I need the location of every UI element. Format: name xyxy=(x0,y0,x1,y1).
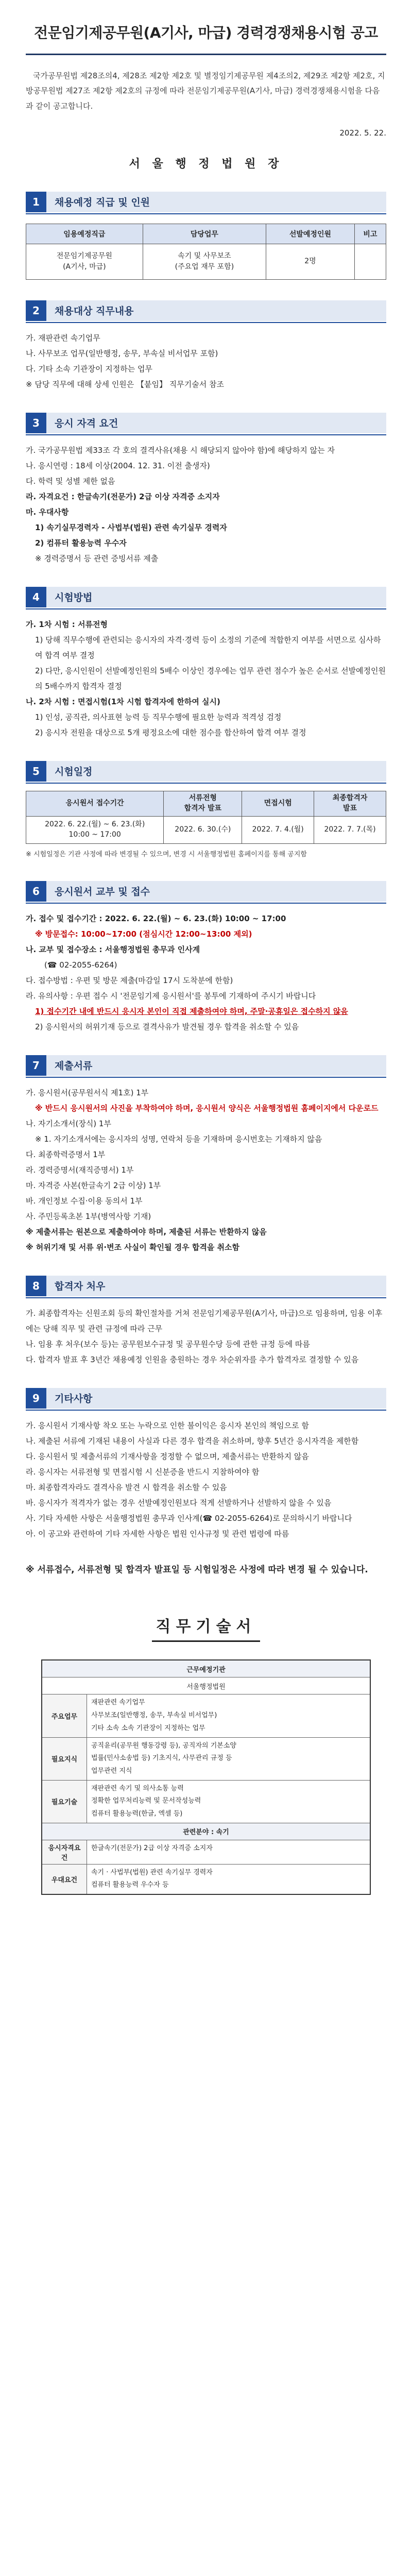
list-item: 아. 이 공고와 관련하여 기타 자세한 사항은 법원 인사규정 및 관련 법령에 따름 xyxy=(26,1529,289,1538)
list-item: 법률(민사소송법 등) 기초지식, 사무관리 규정 등 xyxy=(91,1754,232,1762)
section-title: 제출서류 xyxy=(55,1060,93,1072)
list-item: 바. 응시자가 적격자가 없는 경우 선발예정인원보다 적게 선발하거나 선발하지 않을 수 있음 xyxy=(26,1498,332,1507)
table-header-row xyxy=(26,224,386,244)
table-row xyxy=(26,244,386,279)
table-cell: 2명 xyxy=(266,244,355,279)
qualification-list xyxy=(26,443,386,566)
list-item: 정확한 업무처리능력 및 문서작성능력 xyxy=(91,1797,201,1805)
list-item: ※ 제출서류는 원본으로 제출하여야 하며, 제출된 서류는 반환하지 않음 xyxy=(26,1227,267,1236)
section-number: 5 xyxy=(26,761,46,782)
section-title: 응시원서 교부 및 접수 xyxy=(55,886,150,898)
section-title: 합격자 처우 xyxy=(55,1281,106,1293)
section-title: 응시 자격 요건 xyxy=(55,418,118,430)
section-header-exam-method xyxy=(26,587,386,607)
job-description-title: 직무기술서 xyxy=(156,1618,256,1636)
list-item: 가. 1차 시험 : 서류전형 xyxy=(26,619,108,629)
notice-date: 2022. 5. 22. xyxy=(339,128,386,138)
row-label-main-duties: 주요업무 xyxy=(42,1694,87,1737)
job-description-table xyxy=(41,1659,371,1895)
list-item: 가. 접수 및 접수기간 : 2022. 6. 22.(월) ~ 6. 23.(화) 10:00 ~ 17:00 xyxy=(26,913,286,923)
list-item: 나. 응시연령 : 18세 이상(2004. 12. 31. 이전 출생자) xyxy=(26,461,210,470)
row-label-skills: 필요기술 xyxy=(42,1780,87,1823)
list-item: 컴퓨터 활용능력(한글, 엑셀 등) xyxy=(91,1809,183,1818)
list-item: 다. 응시원서 및 제출서류의 기재사항을 정정할 수 없으며, 제출서류는 반환하지 않음 xyxy=(26,1451,309,1461)
list-item: 나. 사무보조 업무(일반행정, 송무, 부속실 비서업무 포함) xyxy=(26,348,218,358)
list-item: 한글속기(전문가) 2급 이상 자격증 소지자 xyxy=(91,1844,213,1852)
list-item: ※ 반드시 응시원서의 사진을 부착하여야 하며, 응시원서 양식은 서울행정법원 홈페이지에서 다운로드 xyxy=(35,1103,379,1113)
final-notice: ※ 서류접수, 서류전형 및 합격자 발표일 등 시험일정은 사정에 따라 변경 될 수 있습니다. xyxy=(26,1564,368,1575)
list-item: 사무보조(일반행정, 송무, 부속실 비서업무) xyxy=(91,1711,217,1720)
list-item: 나. 교부 및 접수장소 : 서울행정법원 총무과 인사계 xyxy=(26,944,200,954)
list-item: 다. 학력 및 성별 제한 없음 xyxy=(26,476,115,486)
list-item: 나. 자기소개서(장식) 1부 xyxy=(26,1118,111,1128)
list-item: ※ 1. 자기소개서에는 응시자의 성명, 연락처 등을 기재하며 응시번호는 기재하지 않음 xyxy=(35,1134,322,1144)
section-header-qualification xyxy=(26,413,386,433)
title-divider xyxy=(26,54,386,55)
list-item: 재판관련 속기 및 의사소통 능력 xyxy=(91,1784,184,1792)
table-cell: 전문임기제공무원 (A기사, 마급) xyxy=(26,244,143,279)
list-item: 가. 응시원서(공무원서식 제1호) 1부 xyxy=(26,1088,149,1097)
list-item: 속기 · 사법부(법원) 관련 속기실무 경력자 xyxy=(91,1868,213,1876)
list-item: (☎ 02-2055-6264) xyxy=(44,960,117,970)
list-item: 가. 응시원서 기재사항 착오 또는 누락으로 인한 불이익은 응시자 본인의 책임으로 함 xyxy=(26,1420,309,1430)
section-number: 4 xyxy=(26,587,46,607)
skills-cell xyxy=(87,1780,371,1823)
list-item: 2) 응시자 전원을 대상으로 5개 평정요소에 대한 점수를 합산하여 합격 여부 결정 xyxy=(35,727,306,737)
section-header-duties xyxy=(26,300,386,321)
table-row xyxy=(26,816,386,843)
table-header: 면접시험 xyxy=(242,791,314,816)
section-number: 9 xyxy=(26,1388,46,1409)
list-item: 나. 임용 후 처우(보수 등)는 공무원보수규정 및 공무원수당 등에 관한 규정 등에 따름 xyxy=(26,1339,310,1349)
table-cell: 2022. 7. 4.(월) xyxy=(242,816,314,843)
list-item: 2) 다만, 응시인원이 선발예정인원의 5배수 이상인 경우에는 업무 관련 점수가 높은 순서로 선발예정인원의 5배수까지 합격자 결정 xyxy=(35,666,386,691)
section-title: 시험일정 xyxy=(55,766,93,778)
list-item: 라. 경력증명서(재직증명서) 1부 xyxy=(26,1165,134,1175)
list-item: 2) 응시원서의 허위기재 등으로 결격사유가 발견될 경우 합격을 취소할 수 있음 xyxy=(35,1022,299,1031)
section-title: 시험방법 xyxy=(55,592,93,604)
list-item: 공직윤리(공무원 행동강령 등), 공직자의 기본소양 xyxy=(91,1741,236,1750)
schedule-table xyxy=(26,791,386,844)
section-header-documents xyxy=(26,1055,386,1076)
section-title: 기타사항 xyxy=(55,1393,93,1405)
section-header-application xyxy=(26,881,386,902)
preferred-cell xyxy=(87,1864,371,1894)
table-cell: 2022. 6. 22.(월) ~ 6. 23.(화) 10:00 ~ 17:00 xyxy=(26,816,164,843)
table-header: 최종합격자 발표 xyxy=(314,791,386,816)
section-title: 채용대상 직무내용 xyxy=(55,306,134,317)
section-number: 1 xyxy=(26,192,46,212)
row-label-qualification: 응시자격요건 xyxy=(42,1840,87,1864)
list-item: 마. 자격증 사본(한글속기 2급 이상) 1부 xyxy=(26,1180,161,1190)
section-header-treatment xyxy=(26,1276,386,1296)
others-list xyxy=(26,1418,386,1541)
list-item: 라. 유의사항 : 우편 접수 시 '전문임기제 응시원서'를 봉투에 기재하여 주시기 바랍니다 xyxy=(26,991,316,1001)
institution-header: 근무예정기관 xyxy=(42,1660,370,1677)
list-item: ※ 담당 직무에 대해 상세 인원은 【붙임】 직무기술서 참조 xyxy=(26,379,225,389)
list-item: 사. 기타 자세한 사항은 서울행정법원 총무과 인사계(☎ 02-2055-6264)로 문의하시기 바랍니다 xyxy=(26,1513,352,1523)
section-header-schedule xyxy=(26,761,386,782)
list-item: 컴퓨터 활용능력 우수자 등 xyxy=(91,1881,169,1889)
institution-name: 서울행정법원 xyxy=(42,1677,370,1694)
list-item: 다. 접수방법 : 우편 및 방문 제출(마감일 17시 도착분에 한함) xyxy=(26,975,233,985)
list-item: 가. 최종합격자는 신원조회 등의 확인절차를 거쳐 전문임기제공무원(A기사, 마급)으로 임용하며, 임용 이후에는 당해 직무 및 관련 규정에 따라 근무 xyxy=(26,1308,383,1333)
list-item: 마. 우대사항 xyxy=(26,507,69,517)
table-header: 선발예정인원 xyxy=(266,224,355,244)
duties-list xyxy=(26,330,386,392)
list-item: 마. 최종합격자라도 결격사유 발견 시 합격을 취소할 수 있음 xyxy=(26,1482,227,1492)
table-cell: 2022. 6. 30.(수) xyxy=(164,816,242,843)
list-item: 다. 기타 소속 기관장이 지정하는 업무 xyxy=(26,364,152,374)
section-number: 6 xyxy=(26,881,46,902)
table-header-row xyxy=(26,791,386,816)
row-label-preferred: 우대요건 xyxy=(42,1864,87,1894)
list-item: ※ 경력증명서 등 관련 증빙서류 제출 xyxy=(35,553,159,563)
table-header: 서류전형 합격자 발표 xyxy=(164,791,242,816)
table-cell xyxy=(354,244,386,279)
table-cell: 속기 및 사무보조 (주요업 재무 포함) xyxy=(143,244,266,279)
list-item: 1) 당해 직무수행에 관련되는 응시자의 자격·경력 등이 소정의 기준에 적합한지 여부를 서면으로 심사하여 합격 여부 결정 xyxy=(35,635,381,660)
table-header: 담당업무 xyxy=(143,224,266,244)
list-item: 나. 2차 시험 : 면접시험(1차 시험 합격자에 한하여 실시) xyxy=(26,697,220,706)
treatment-list xyxy=(26,1306,386,1367)
list-item: ※ 허위기재 및 서류 위·변조 사실이 확인될 경우 합격을 취소함 xyxy=(26,1242,240,1252)
list-item: 바. 개인정보 수집·이용 동의서 1부 xyxy=(26,1196,143,1206)
list-item: 1) 속기실무경력자 - 사법부(법원) 관련 속기실무 경력자 xyxy=(35,522,227,532)
application-list xyxy=(26,911,386,1035)
list-item: ※ 방문접수: 10:00~17:00 (점심시간 12:00~13:00 제외) xyxy=(35,929,252,939)
row-label-knowledge: 필요지식 xyxy=(42,1737,87,1780)
table-header: 비고 xyxy=(354,224,386,244)
section-number: 3 xyxy=(26,413,46,433)
list-item: 라. 자격요건 : 한글속기(전문가) 2급 이상 자격증 소지자 xyxy=(26,492,220,501)
section-number: 2 xyxy=(26,300,46,321)
list-item: 다. 최종학력증명서 1부 xyxy=(26,1149,106,1159)
knowledge-cell xyxy=(87,1737,371,1780)
list-item: 1) 접수기간 내에 반드시 응시자 본인이 직접 제출하여야 하며, 주말·공휴일은 접수하지 않음 xyxy=(35,1006,348,1016)
list-item: 사. 주민등록초본 1부(병역사항 기재) xyxy=(26,1211,151,1221)
section-number: 8 xyxy=(26,1276,46,1296)
list-item: 가. 재판관련 속기업무 xyxy=(26,333,100,343)
job-description-underline xyxy=(152,1640,260,1642)
section-number: 7 xyxy=(26,1055,46,1076)
section-header-others xyxy=(26,1388,386,1409)
page-title: 전문임기제공무원(A기사, 마급) 경력경쟁채용시험 공고 xyxy=(34,24,378,41)
table-cell: 2022. 7. 7.(목) xyxy=(314,816,386,843)
list-item: 라. 응시자는 서류전형 및 면접시험 시 신분증을 반드시 지참하여야 함 xyxy=(26,1467,260,1477)
list-item: 1) 인성, 공직관, 의사표현 능력 등 직무수행에 필요한 능력과 적격성 검정 xyxy=(35,712,282,722)
list-item: 재판관련 속기업무 xyxy=(91,1699,145,1707)
qualification-cell xyxy=(87,1840,371,1864)
main-duties-cell xyxy=(87,1694,371,1737)
table-header: 임용예정직급 xyxy=(26,224,143,244)
list-item: 기타 소속 소속 기관장이 지정하는 업무 xyxy=(91,1724,205,1732)
documents-list xyxy=(26,1085,386,1255)
list-item: 2) 컴퓨터 활용능력 우수자 xyxy=(35,538,127,548)
exam-method-list xyxy=(26,617,386,740)
list-item: 업무관련 지식 xyxy=(91,1767,132,1775)
list-item: 가. 국가공무원법 제33조 각 호의 결격사유(채용 시 해당되지 않아야 함)에 해당하지 않는 자 xyxy=(26,445,335,455)
competency-header: 관련분야 : 속기 xyxy=(42,1823,370,1840)
list-item: 다. 합격자 발표 후 3년간 채용예정 인원을 충원하는 경우 차순위자를 추가 합격자로 결정할 수 있음 xyxy=(26,1354,359,1364)
issuing-organization: 서 울 행 정 법 원 장 xyxy=(129,157,283,171)
section-title: 채용예정 직급 및 인원 xyxy=(55,197,150,209)
table-header: 응시원서 접수기간 xyxy=(26,791,164,816)
positions-table xyxy=(26,224,386,280)
schedule-note: ※ 시험일정은 기관 사정에 따라 변경될 수 있으며, 변경 시 서울행정법원 홈페이지를 통해 공지함 xyxy=(26,850,307,858)
intro-paragraph: 국가공무원법 제28조의4, 제28조 제2항 제2호 및 별정임기제공무원 제4조의2, 제29조 제2항 제2호, 지방공무원법 제27조 제2항 제2호의 규정에 따라 전문임기제공무원(A기사, 마급) 경력경쟁채용시험을 다음과 같이 공고합니다. xyxy=(26,71,385,111)
section-header-positions xyxy=(26,192,386,212)
list-item: 나. 제출된 서류에 기재된 내용이 사실과 다른 경우 합격을 취소하며, 향후 5년간 응시자격을 제한함 xyxy=(26,1436,359,1446)
